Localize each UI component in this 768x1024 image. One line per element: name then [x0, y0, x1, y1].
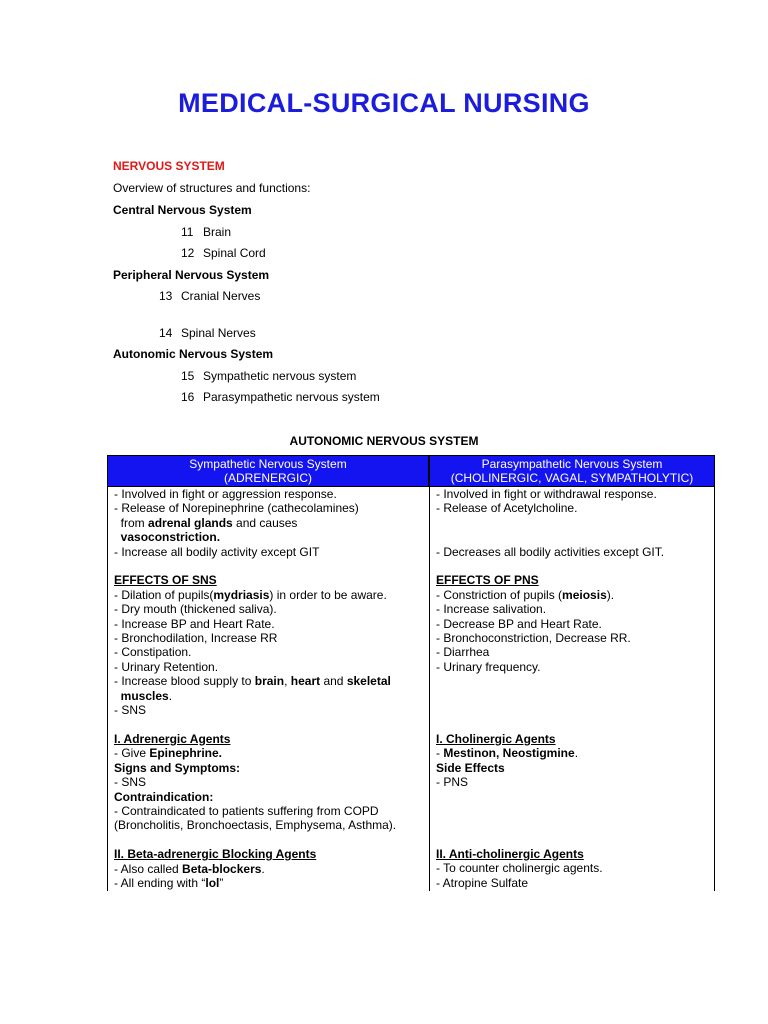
list-item: 12 Spinal Cord [181, 246, 266, 260]
overview-text: Overview of structures and functions: [113, 181, 311, 195]
cns-heading: Central Nervous System [113, 203, 252, 217]
list-item: 15 Sympathetic nervous system [181, 369, 357, 383]
table-title: AUTONOMIC NERVOUS SYSTEM [289, 434, 479, 448]
table-cell-parasympathetic: - Involved in fight or withdrawal response. - Release of Acetylcholine. - Decreases all bodily activities except GIT. EFFECTS OF PNS - Constriction of pupils (meiosis). - Increase salivation. - Decrease BP and Heart Rate. - Bronchoconstriction, Decrease RR. - Diarrhea - Urinary frequency. I. Cholinergic Agents - Mestinon, Neostigmine. Side Effects - PNS II. Anti-cholinergic Agents - To counter cholinergic agents. - Atropine Sulfate [436, 487, 665, 890]
section-heading: NERVOUS SYSTEM [113, 159, 225, 173]
list-item: 16 Parasympathetic nervous system [181, 390, 380, 404]
pns-heading: Peripheral Nervous System [113, 268, 270, 282]
table-header-parasympathetic: Parasympathetic Nervous System (CHOLINERGIC, VAGAL, SYMPATHOLYTIC) [430, 456, 714, 486]
list-item: 11 Brain [181, 225, 232, 239]
list-item: 13 Cranial Nerves [159, 289, 261, 303]
list-item: 14 Spinal Nerves [159, 326, 256, 340]
ans-comparison-table [107, 455, 715, 891]
divider [429, 456, 430, 891]
page-title: MEDICAL-SURGICAL NURSING [178, 88, 590, 118]
ans-heading: Autonomic Nervous System [113, 347, 274, 361]
table-header-sympathetic: Sympathetic Nervous System (ADRENERGIC) [108, 456, 429, 486]
table-cell-sympathetic: - Involved in fight or aggression response. - Release of Norepinephrine (cathecolamines) from adrenal glands and causes vasoconstriction. - Increase all bodily activity except GIT EFFECTS OF SNS - Dilation of pupils(mydriasis) in order to be aware. - Dry mouth (thickened saliva). - Increase BP and Heart Rate. - Bronchodilation, Increase RR - Constipation. - Urinary Retention. - Increase blood supply to brain, heart and skeletal muscles. - SNS I. Adrenergic Agents - Give Epinephrine. Signs and Symptoms: - SNS Contraindication: - Contraindicated to patients suffering from COPD (Broncholitis, Bronchoectasis, Emphysema, Asthma). II. Beta-adrenergic Blocking Agents - Also called Beta-blockers. - All ending with “lol” [114, 487, 397, 890]
